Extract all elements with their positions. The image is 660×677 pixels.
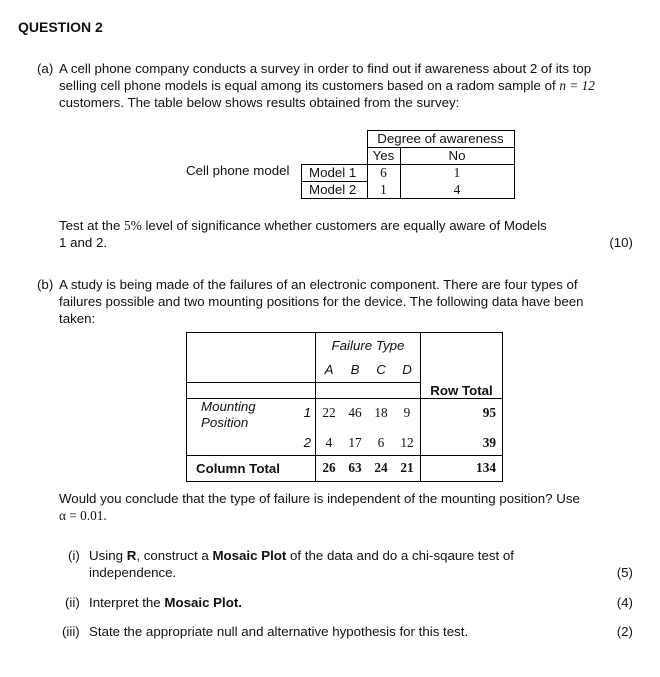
subpart-iii-marks: (2) [616, 624, 633, 639]
part-b-intro-line2: failures possible and two mounting positions for the device. The following data have been [59, 294, 584, 309]
table-b-blank [421, 333, 503, 383]
subpart-ii-seg: Interpret the [89, 595, 165, 610]
table-b-col-header: A [324, 362, 334, 378]
sample-size-math: n = 12 [559, 78, 595, 93]
part-a-question-text: Test at the [59, 218, 125, 233]
table-b-row-label: 1 [301, 398, 316, 431]
table-b-cell: 17 [342, 431, 368, 455]
subpart-i-seg: Using [89, 548, 127, 563]
part-a-marks: (10) [609, 235, 633, 250]
table-b-cell: 6 [368, 431, 394, 455]
table-b-column-total: 63 [348, 460, 362, 475]
table-a-cell: 1 [367, 182, 400, 199]
table-a-row-group-label: Cell phone model [186, 163, 290, 178]
table-a-cell: 6 [367, 165, 400, 182]
subpart-i-seg-mosaic: Mosaic Plot [212, 548, 287, 563]
table-b-cell: 18 [368, 398, 394, 431]
subpart-i-label: (i) [68, 548, 80, 563]
part-a-question-line1 [59, 218, 547, 234]
table-a-group-header: Degree of awareness [367, 131, 514, 148]
table-b-corner [187, 333, 316, 383]
table-b-column-total-label: Column Total [187, 455, 316, 481]
table-a-row-label: Model 1 [302, 165, 368, 182]
table-b-grand-total: 134 [421, 455, 503, 481]
table-a-cell: 1 [400, 165, 514, 182]
subpart-i-seg: of the data and do a chi-sqaure test of [286, 548, 515, 563]
table-b-spacer [187, 383, 316, 393]
subpart-iii-text: State the appropriate null and alternative hypothesis for this test. [89, 624, 469, 639]
table-b-group-header: Failure Type [331, 337, 405, 353]
awareness-table [301, 130, 515, 199]
table-b-column-total: 26 [322, 460, 336, 475]
part-a-question-line2: 1 and 2. [59, 235, 108, 250]
part-b-label: (b) [37, 277, 54, 292]
table-b-row-total: 39 [421, 431, 503, 455]
alpha-value: α = 0.01. [59, 508, 107, 523]
subpart-ii-seg-mosaic: Mosaic Plot. [164, 595, 242, 610]
table-b-row-total: 95 [421, 398, 503, 431]
subpart-i-seg: , construct a [136, 548, 213, 563]
position-label: Position [201, 414, 249, 430]
table-b-column-total: 24 [374, 460, 388, 475]
table-a-row-label: Model 2 [302, 182, 368, 199]
table-b-row-label: 2 [301, 431, 316, 455]
subpart-i-text [89, 548, 514, 564]
table-b-col-header: D [402, 362, 412, 378]
part-a-intro-line2-text: selling cell phone models is equal among its customers based on a radom sample of [59, 78, 560, 93]
subpart-i-line2: independence. [89, 565, 177, 580]
table-b-spacer [316, 383, 421, 393]
subpart-ii-text [89, 595, 242, 611]
subpart-i-marks: (5) [616, 565, 633, 580]
part-a-intro-line3: customers. The table below shows results obtained from the survey: [59, 95, 460, 110]
table-b-row-total-header: Row Total [421, 383, 503, 399]
table-a-col-no: No [400, 148, 514, 165]
part-b-intro-line3: taken: [59, 311, 96, 326]
part-a-intro-line1: A cell phone company conducts a survey in order to find out if awareness about 2 of its top [59, 61, 592, 76]
mounting-label: Mounting [201, 398, 256, 414]
table-b-row-group-label [187, 398, 302, 431]
table-b-cell: 4 [316, 431, 343, 455]
part-a-label: (a) [37, 61, 54, 76]
table-b-column-total: 21 [400, 460, 414, 475]
significance-level: 5% [124, 218, 142, 233]
subpart-i-seg-r: R [126, 548, 137, 563]
table-b-cell: 12 [394, 431, 421, 455]
table-a-cell: 4 [400, 182, 514, 199]
table-a-col-yes: Yes [367, 148, 400, 165]
subpart-ii-marks: (4) [616, 595, 633, 610]
table-b-cell: 9 [394, 398, 421, 431]
question-heading: QUESTION 2 [18, 19, 103, 35]
part-a-intro-line2 [59, 78, 595, 94]
failure-table [186, 332, 503, 482]
part-a-question-text-end: level of significance whether customers are equally aware of Models [141, 218, 547, 233]
table-b-cell: 46 [342, 398, 368, 431]
subpart-ii-label: (ii) [65, 595, 80, 610]
table-b-col-header: B [350, 362, 360, 378]
part-b-question-line1: Would you conclude that the type of failure is independent of the mounting position? Use [59, 491, 580, 506]
part-b-intro-line1: A study is being made of the failures of an electronic component. There are four types of [59, 277, 578, 292]
table-b-col-header: C [376, 362, 386, 378]
table-b-cell: 22 [316, 398, 343, 431]
subpart-iii-label: (iii) [62, 624, 80, 639]
